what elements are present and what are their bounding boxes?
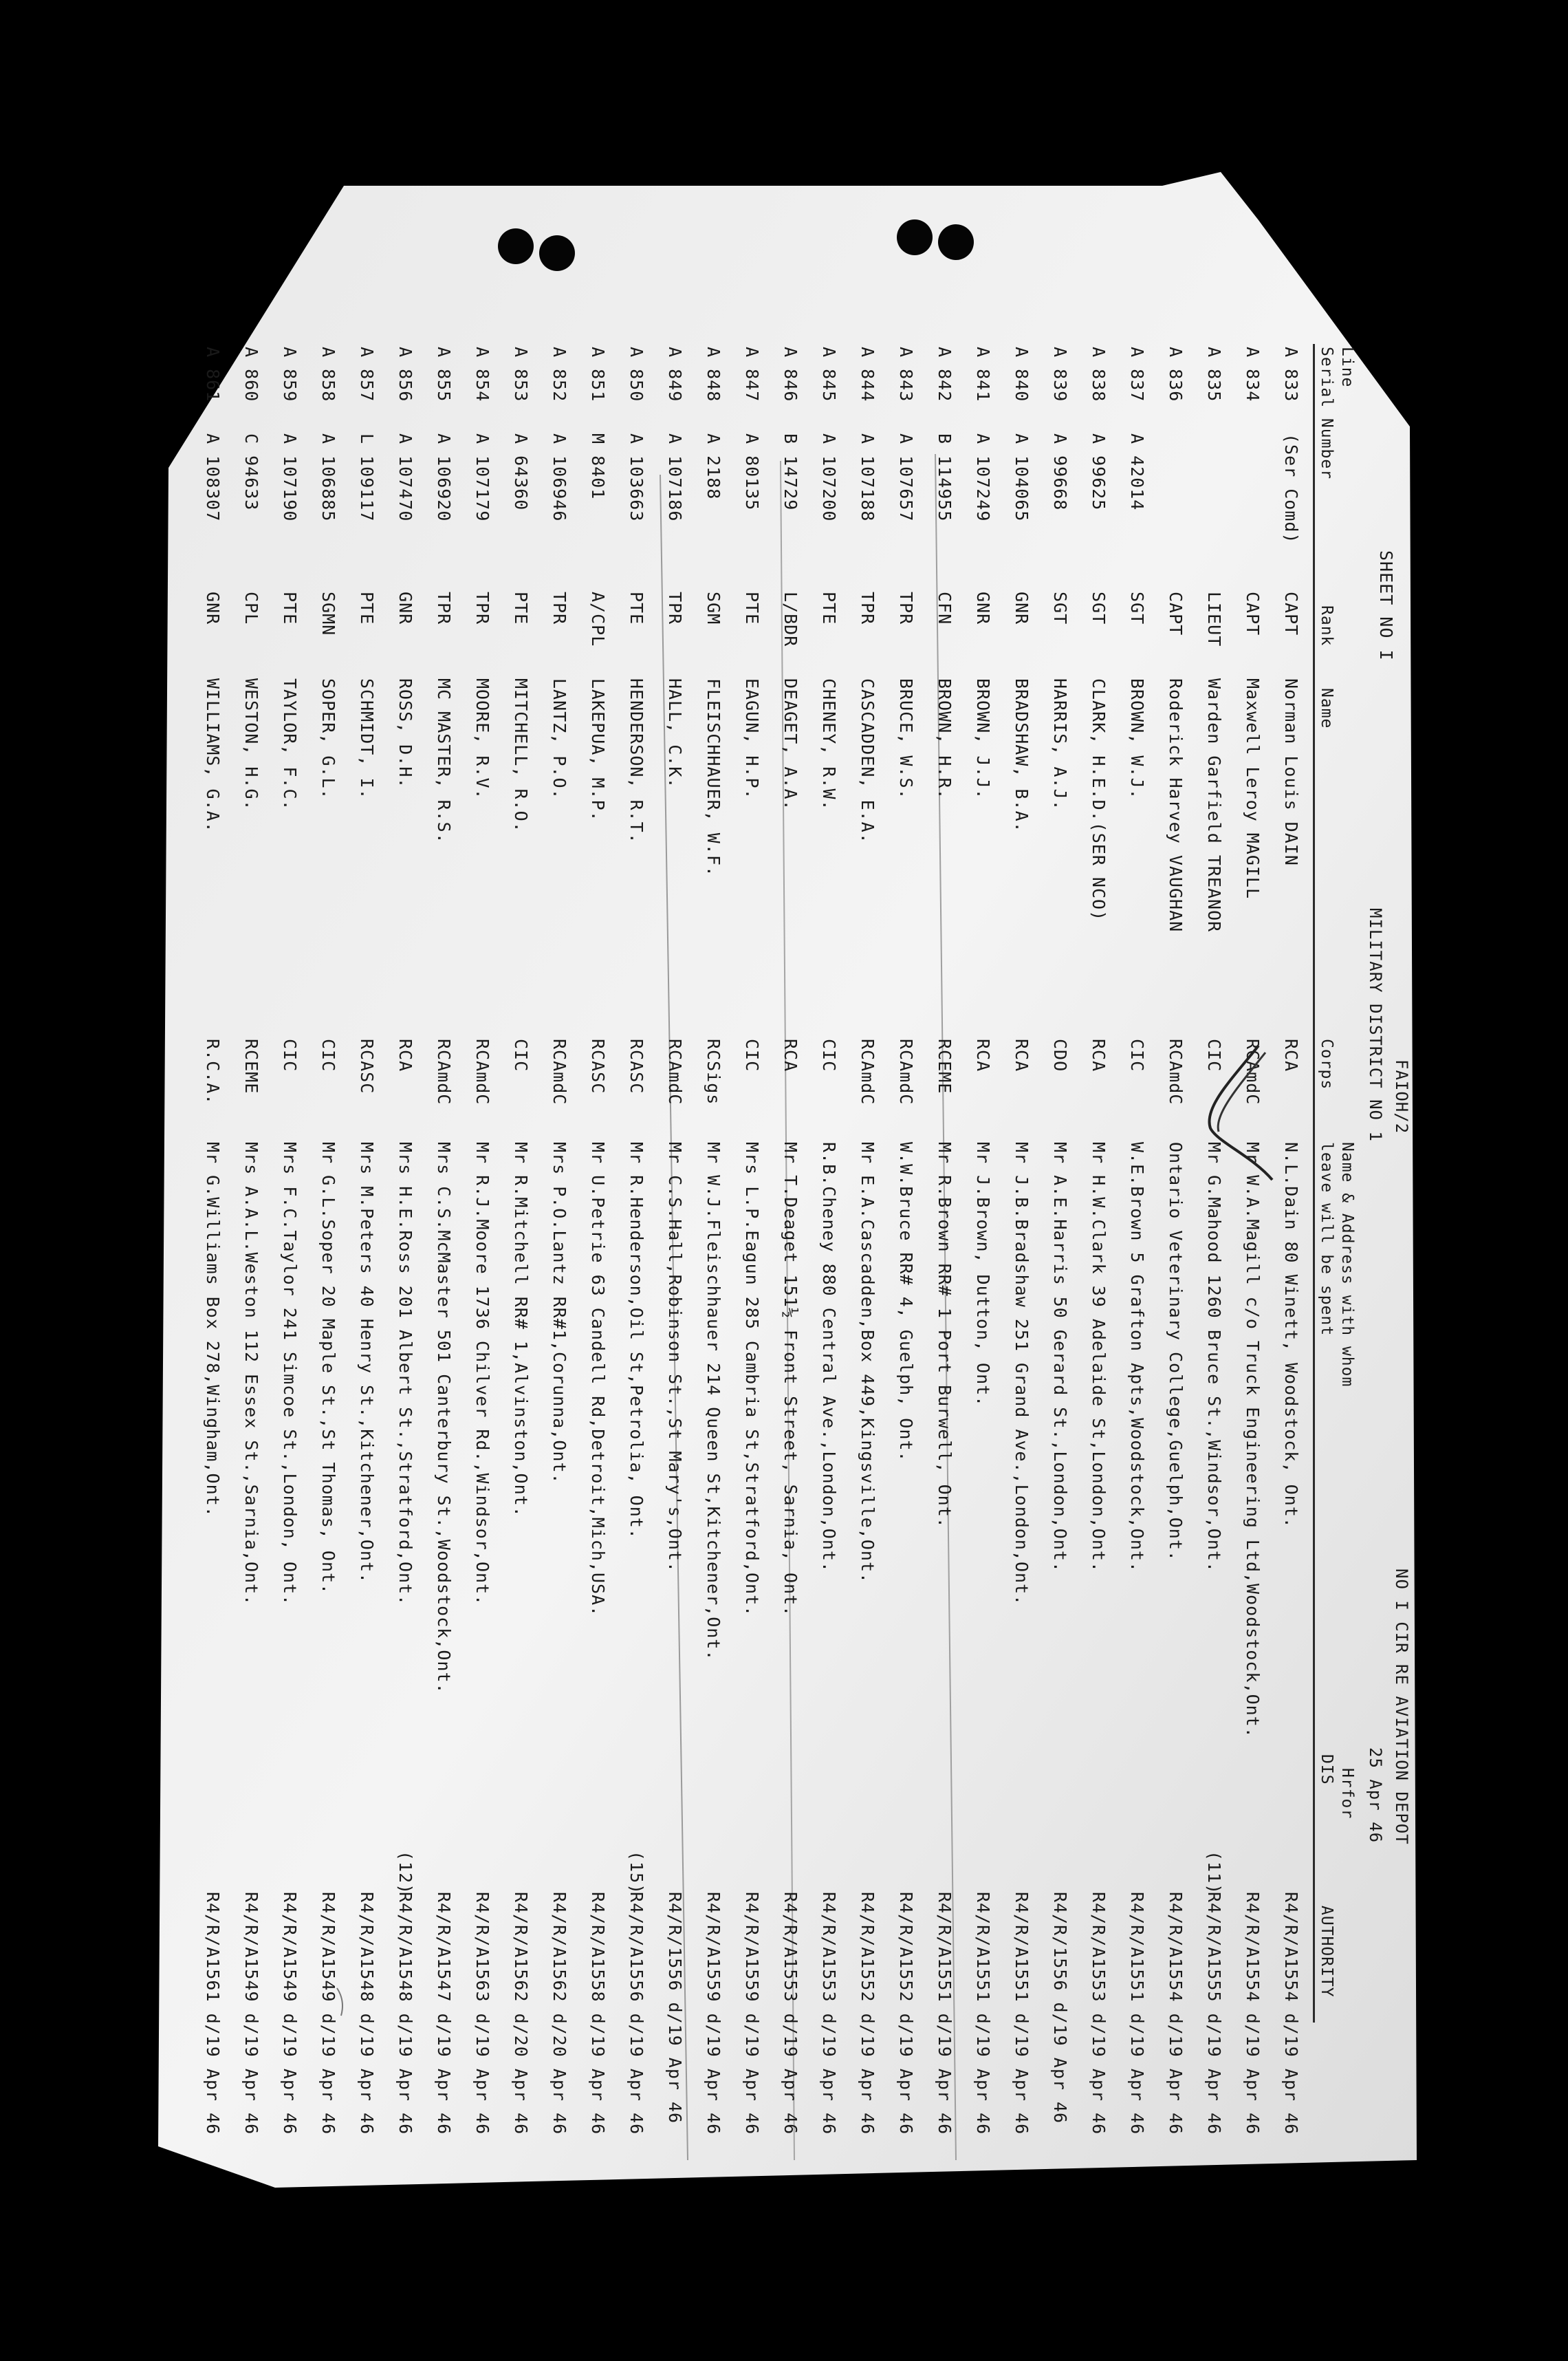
name-cell: MITCHELL, R.O. — [511, 678, 531, 833]
authority-cell: R4/R/A1551 d/19 Apr 46 — [1127, 1892, 1147, 2135]
punch-hole-3 — [897, 219, 933, 255]
col-header-rank: Rank — [1318, 605, 1336, 647]
rank-cell: LIEUT — [1204, 592, 1224, 647]
table-row — [845, 344, 883, 2135]
corps-cell: RCA — [781, 1039, 801, 1072]
rank-cell: PTE — [511, 592, 531, 625]
corps-cell: CIC — [819, 1039, 839, 1072]
serial-cell: A 106885 — [318, 433, 338, 522]
address-cell: Mr H.W.Clark 39 Adelaide St,London,Ont. — [1089, 1142, 1109, 1573]
corps-cell: CIC — [318, 1039, 338, 1072]
table-row — [267, 344, 305, 2135]
corps-cell: R.C.A. — [203, 1039, 223, 1106]
table-row — [1076, 344, 1114, 2135]
table-row — [883, 344, 922, 2135]
line-cell: A 848 — [704, 347, 723, 402]
table-row — [960, 344, 999, 2135]
name-cell: BROWN, J.J. — [973, 678, 993, 800]
line-cell: A 844 — [858, 347, 878, 402]
table-row — [1191, 344, 1230, 2135]
corps-cell: RCAmdC — [665, 1039, 685, 1106]
corps-cell: RCASC — [627, 1039, 646, 1095]
rank-cell: SGMN — [318, 592, 338, 636]
corps-cell: RCEME — [935, 1039, 955, 1095]
name-cell: HARRIS, A.J. — [1050, 678, 1070, 811]
address-cell: Mrs P.O.Lantz RR#1,Corunna,Ont. — [549, 1142, 569, 1485]
name-cell: FLEISCHHAUER, W.F. — [704, 678, 723, 877]
address-cell: Mr J.B.Bradshaw 251 Grand Ave.,London,Ont. — [1012, 1142, 1032, 1606]
serial-cell: A 107190 — [280, 433, 300, 522]
corps-cell: CDO — [1050, 1039, 1070, 1072]
address-cell: Mr W.A.Magill c/o Truck Engineering Ltd,Woodstock,Ont. — [1243, 1142, 1263, 1738]
name-cell: Norman Louis DAIN — [1281, 678, 1301, 866]
serial-cell: A 107179 — [472, 433, 492, 522]
col-header-corps: Corps — [1318, 1039, 1336, 1090]
authority-cell: R4/R/A1551 d/19 Apr 46 — [935, 1892, 955, 2135]
serial-cell: A 80135 — [742, 433, 762, 511]
col-header-address-2: leave will be spent — [1318, 1142, 1336, 1337]
serial-cell: B 14729 — [781, 433, 801, 511]
line-cell: A 859 — [280, 347, 300, 402]
serial-cell: M 8401 — [588, 433, 608, 500]
col-header-dis: DIS — [1318, 1754, 1336, 1785]
corps-cell: RCAmdC — [1166, 1039, 1186, 1106]
name-cell: SOPER, G.L. — [318, 678, 338, 800]
table-row — [575, 344, 613, 2135]
name-cell: BRUCE, W.S. — [896, 678, 916, 800]
line-cell: A 847 — [742, 347, 762, 402]
address-cell: W.W.Bruce RR# 4, Guelph, Ont. — [896, 1142, 916, 1463]
corps-cell: RCAmdC — [472, 1039, 492, 1106]
serial-cell: A 2188 — [704, 433, 723, 500]
name-cell: BRADSHAW, B.A. — [1012, 678, 1032, 833]
corps-cell: RCAmdC — [434, 1039, 454, 1106]
corps-cell: RCA — [395, 1039, 415, 1072]
name-cell: Roderick Harvey VAUGHAN — [1166, 678, 1186, 933]
serial-cell: A 106946 — [549, 433, 569, 522]
authority-cell: R4/R/A1562 d/20 Apr 46 — [549, 1892, 569, 2135]
address-cell: Mr R.J.Moore 1736 Chilver Rd.,Windsor,Ont. — [472, 1142, 492, 1606]
corps-cell: CIC — [1127, 1039, 1147, 1072]
address-cell: Mr R.Henderson,Oil St,Petrolia, Ont. — [627, 1142, 646, 1540]
punch-hole-1 — [498, 228, 534, 264]
address-cell: Mrs L.P.Eagun 285 Cambria St,Stratford,Ont. — [742, 1142, 762, 1617]
line-cell: A 838 — [1089, 347, 1109, 402]
address-cell: Mr C.S.Hall,Robinson St.,St Mary's,Ont. — [665, 1142, 685, 1573]
address-cell: Mr J.Brown, Dutton, Ont. — [973, 1142, 993, 1408]
name-cell: TAYLOR, F.C. — [280, 678, 300, 811]
name-cell: Warden Garfield TREANOR — [1204, 678, 1224, 933]
address-cell: Mrs F.C.Taylor 241 Simcoe St.,London, Ont. — [280, 1142, 300, 1606]
table-row — [421, 344, 459, 2135]
serial-cell: A 107657 — [896, 433, 916, 522]
serial-cell: L 109117 — [357, 433, 377, 522]
rank-cell: CAPT — [1243, 592, 1263, 636]
table-row — [536, 344, 575, 2135]
rank-cell: SGT — [1089, 592, 1109, 625]
table-row — [190, 344, 228, 2135]
name-cell: EAGUN, H.P. — [742, 678, 762, 800]
serial-cell: A 107186 — [665, 433, 685, 522]
authority-cell: R4/R/A1555 d/19 Apr 46 — [1204, 1892, 1224, 2135]
serial-cell: A 106920 — [434, 433, 454, 522]
note-cell: (15) — [627, 1851, 646, 1895]
name-cell: Maxwell Leroy MAGILL — [1243, 678, 1263, 900]
address-cell: N.L.Dain 80 Winett, Woodstock, Ont. — [1281, 1142, 1301, 1529]
line-cell: A 853 — [511, 347, 531, 402]
line-cell: A 849 — [665, 347, 685, 402]
line-cell: A 845 — [819, 347, 839, 402]
address-cell: Mr W.J.Fleischhauer 214 Queen St,Kitchener,Ont. — [704, 1142, 723, 1661]
rank-cell: TPR — [472, 592, 492, 625]
rank-cell: GNR — [395, 592, 415, 625]
address-cell: R.B.Cheney 880 Central Ave.,London,Ont. — [819, 1142, 839, 1573]
corps-cell: CIC — [742, 1039, 762, 1072]
authority-cell: R4/R/A1554 d/19 Apr 46 — [1243, 1892, 1263, 2135]
document-sheet — [158, 165, 1424, 2201]
serial-cell: (Ser Comd) — [1281, 433, 1301, 544]
line-cell: A 856 — [395, 347, 415, 402]
table-row — [498, 344, 536, 2135]
table-row — [305, 344, 344, 2135]
corps-cell: RCAmdC — [1243, 1039, 1263, 1106]
serial-cell: A 64360 — [511, 433, 531, 511]
rotated-document-content — [203, 344, 1424, 2135]
address-cell: Mr G.Mahood 1260 Bruce St.,Windsor,Ont. — [1204, 1142, 1224, 1573]
punch-hole-4 — [938, 224, 974, 260]
authority-cell: R4/R/A1553 d/19 Apr 46 — [781, 1892, 801, 2135]
table-row — [999, 344, 1037, 2135]
authority-cell: R4/R/A1558 d/19 Apr 46 — [588, 1892, 608, 2135]
line-cell: A 846 — [781, 347, 801, 402]
authority-cell: R4/R/A1548 d/19 Apr 46 — [395, 1892, 415, 2135]
table-row — [382, 344, 421, 2135]
line-cell: A 850 — [627, 347, 646, 402]
corps-cell: RCAmdC — [858, 1039, 878, 1106]
address-cell: Ontario Veterinary College,Guelph,Ont. — [1166, 1142, 1186, 1562]
address-cell: Mr R.Brown RR# 1 Port Burwell, Ont. — [935, 1142, 955, 1529]
address-cell: Mr A.E.Harris 50 Gerard St.,London,Ont. — [1050, 1142, 1070, 1573]
authority-cell: R4/R/A1559 d/19 Apr 46 — [742, 1892, 762, 2135]
rank-cell: TPR — [434, 592, 454, 625]
rank-cell: CAPT — [1166, 592, 1186, 636]
authority-cell: R4/R/A1553 d/19 Apr 46 — [819, 1892, 839, 2135]
serial-cell: A 99625 — [1089, 433, 1109, 511]
rank-cell: PTE — [280, 592, 300, 625]
corps-cell: RCAmdC — [896, 1039, 916, 1106]
name-cell: BROWN, H.R. — [935, 678, 955, 800]
address-cell: Mr R.Mitchell RR# 1,Alvinston,Ont. — [511, 1142, 531, 1518]
authority-cell: R4/R/A1547 d/19 Apr 46 — [434, 1892, 454, 2135]
authority-cell: R4/R/A1563 d/19 Apr 46 — [472, 1892, 492, 2135]
rank-cell: GNR — [973, 592, 993, 625]
rank-cell: L/BDR — [781, 592, 801, 647]
rank-cell: GNR — [1012, 592, 1032, 625]
serial-cell: A 108307 — [203, 433, 223, 522]
table-row — [459, 344, 498, 2135]
address-cell: Mrs M.Peters 40 Henry St.,Kitchener,Ont. — [357, 1142, 377, 1584]
line-cell: A 843 — [896, 347, 916, 402]
rank-cell: TPR — [858, 592, 878, 625]
col-header-serial: Serial Number — [1318, 347, 1336, 480]
authority-cell: R4/R/A1553 d/19 Apr 46 — [1089, 1892, 1109, 2135]
table-row — [1153, 344, 1191, 2135]
serial-cell: A 104065 — [1012, 433, 1032, 522]
corps-cell: RCA — [1089, 1039, 1109, 1072]
line-cell: A 861 — [203, 347, 223, 402]
address-cell: Mr G.Williams Box 278,Wingham,Ont. — [203, 1142, 223, 1518]
name-cell: CHENEY, R.W. — [819, 678, 839, 811]
serial-cell: B 114955 — [935, 433, 955, 522]
name-cell: WESTON, H.G. — [241, 678, 261, 811]
rank-cell: CAPT — [1281, 592, 1301, 636]
line-cell: A 858 — [318, 347, 338, 402]
punch-hole-2 — [539, 235, 575, 271]
district-title: MILITARY DISTRICT NO 1 — [1366, 908, 1385, 1142]
line-cell: A 854 — [472, 347, 492, 402]
authority-cell: R4/R/A1554 d/19 Apr 46 — [1281, 1892, 1301, 2135]
rank-cell: PTE — [357, 592, 377, 625]
address-cell: Mr G.L.Soper 20 Maple St.,St Thomas, Ont. — [318, 1142, 338, 1595]
corps-cell: RCASC — [357, 1039, 377, 1095]
corps-cell: RCAmdC — [549, 1039, 569, 1106]
table-row — [767, 344, 806, 2135]
name-cell: MC MASTER, R.S. — [434, 678, 454, 844]
corps-cell: RCASC — [588, 1039, 608, 1095]
authority-cell: R4/R/A1549 d/19 Apr 46 — [318, 1892, 338, 2135]
authority-cell: R4/R/A1549 d/19 Apr 46 — [280, 1892, 300, 2135]
rank-cell: TPR — [549, 592, 569, 625]
line-cell: A 840 — [1012, 347, 1032, 402]
authority-cell: R4/R/A1554 d/19 Apr 46 — [1166, 1892, 1186, 2135]
line-cell: A 841 — [973, 347, 993, 402]
rank-cell: GNR — [203, 592, 223, 625]
authority-cell: R4/R/A1561 d/19 Apr 46 — [203, 1892, 223, 2135]
name-cell: LANTZ, P.O. — [549, 678, 569, 800]
line-cell: A 833 — [1281, 347, 1301, 402]
line-cell: A 860 — [241, 347, 261, 402]
table-row — [1230, 344, 1268, 2135]
address-cell: Mrs H.E.Ross 201 Albert St.,Stratford,Ont. — [395, 1142, 415, 1606]
authority-cell: R4/R/1556 d/19 Apr 46 — [1050, 1892, 1070, 2124]
authority-cell: R4/R/A1551 d/19 Apr 46 — [1012, 1892, 1032, 2135]
note-cell: (12) — [395, 1851, 415, 1895]
authority-cell: R4/R/A1562 d/20 Apr 46 — [511, 1892, 531, 2135]
rank-cell: SGM — [704, 592, 723, 625]
table-row — [1037, 344, 1076, 2124]
table-row — [1268, 344, 1307, 2135]
serial-cell: A 42014 — [1127, 433, 1147, 511]
line-cell: A 857 — [357, 347, 377, 402]
name-cell: BROWN, W.J. — [1127, 678, 1147, 800]
address-cell: Mr E.A.Cascadden,Box 449,Kingsville,Ont. — [858, 1142, 878, 1584]
authority-cell: R4/R/A1556 d/19 Apr 46 — [627, 1892, 646, 2135]
table-row — [613, 344, 652, 2135]
line-cell: A 834 — [1243, 347, 1263, 402]
header-rule — [1313, 344, 1315, 2023]
rank-cell: PTE — [819, 592, 839, 625]
authority-cell: R4/R/1556 d/19 Apr 46 — [665, 1892, 685, 2124]
line-cell: A 835 — [1204, 347, 1224, 402]
table-row — [652, 344, 690, 2124]
authority-cell: R4/R/A1551 d/19 Apr 46 — [973, 1892, 993, 2135]
name-cell: CASCADDEN, E.A. — [858, 678, 878, 844]
document-date: 25 Apr 46 — [1366, 1747, 1385, 1844]
corps-cell: RCSigs — [704, 1039, 723, 1106]
line-cell: A 839 — [1050, 347, 1070, 402]
corps-cell: CIC — [1204, 1039, 1224, 1072]
corps-cell: RCA — [1012, 1039, 1032, 1072]
authority-cell: R4/R/A1548 d/19 Apr 46 — [357, 1892, 377, 2135]
serial-cell: C 94633 — [241, 433, 261, 511]
serial-cell: A 103663 — [627, 433, 646, 522]
col-header-address-1: Name & Address with whom — [1338, 1142, 1356, 1388]
name-cell: HALL, C.K. — [665, 678, 685, 789]
serial-cell: A 99668 — [1050, 433, 1070, 511]
address-cell: Mrs A.A.L.Weston 112 Essex St.,Sarnia,Ont. — [241, 1142, 261, 1606]
line-cell: A 851 — [588, 347, 608, 402]
corps-cell: RCA — [1281, 1039, 1301, 1072]
rank-cell: CPL — [241, 592, 261, 625]
authority-cell: R4/R/A1549 d/19 Apr 46 — [241, 1892, 261, 2135]
rank-cell: TPR — [896, 592, 916, 625]
serial-cell: A 107188 — [858, 433, 878, 522]
table-row — [922, 344, 960, 2135]
table-row — [806, 344, 845, 2135]
name-cell: HENDERSON, R.T. — [627, 678, 646, 844]
address-cell: W.E.Brown 5 Grafton Apts,Woodstock,Ont. — [1127, 1142, 1147, 1573]
serial-cell: A 107470 — [395, 433, 415, 522]
name-cell: SCHMIDT, I. — [357, 678, 377, 800]
rank-cell: SGT — [1050, 592, 1070, 625]
col-header-hrfor: Hrfor — [1338, 1768, 1356, 1820]
name-cell: MOORE, R.V. — [472, 678, 492, 800]
table-row — [1114, 344, 1153, 2135]
table-row — [344, 344, 382, 2135]
address-cell: Mr T.Deaget 151½ Front Street, Sarnia, Ont. — [781, 1142, 801, 1617]
line-cell: A 842 — [935, 347, 955, 402]
table-row — [690, 344, 729, 2135]
corps-cell: CIC — [511, 1039, 531, 1072]
rank-cell: A/CPL — [588, 592, 608, 647]
corps-cell: RCEME — [241, 1039, 261, 1095]
form-number: FAIOH/2 — [1392, 1059, 1411, 1134]
personnel-table — [190, 344, 1307, 2135]
name-cell: WILLIAMS, G.A. — [203, 678, 223, 833]
rank-cell: SGT — [1127, 592, 1147, 625]
rank-cell: PTE — [742, 592, 762, 625]
table-row — [729, 344, 767, 2135]
name-cell: ROSS, D.H. — [395, 678, 415, 789]
address-cell: Mr U.Petrie 63 Candell Rd,Detroit,Mich,USA. — [588, 1142, 608, 1617]
authority-cell: R4/R/A1552 d/19 Apr 46 — [858, 1892, 878, 2135]
col-header-authority: AUTHORITY — [1318, 1906, 1336, 1998]
serial-cell: A 107249 — [973, 433, 993, 522]
address-cell: Mrs C.S.McMaster 501 Canterbury St.,Woodstock,Ont. — [434, 1142, 454, 1694]
rank-cell: PTE — [627, 592, 646, 625]
unit-name: NO I CIR RE AVIATION DEPOT — [1392, 1568, 1411, 1845]
col-header-line: Line — [1338, 347, 1356, 388]
line-cell: A 836 — [1166, 347, 1186, 402]
rank-cell: TPR — [665, 592, 685, 625]
note-cell: (11) — [1204, 1851, 1224, 1895]
rank-cell: CFN — [935, 592, 955, 625]
authority-cell: R4/R/A1559 d/19 Apr 46 — [704, 1892, 723, 2135]
serial-cell: A 107200 — [819, 433, 839, 522]
line-cell: A 852 — [549, 347, 569, 402]
line-cell: A 837 — [1127, 347, 1147, 402]
line-cell: A 855 — [434, 347, 454, 402]
corps-cell: RCA — [973, 1039, 993, 1072]
name-cell: LAKEPUA, M.P. — [588, 678, 608, 822]
col-header-name: Name — [1318, 688, 1336, 729]
table-row — [228, 344, 267, 2135]
corps-cell: CIC — [280, 1039, 300, 1072]
name-cell: DEAGET, A.A. — [781, 678, 801, 811]
authority-cell: R4/R/A1552 d/19 Apr 46 — [896, 1892, 916, 2135]
name-cell: CLARK, H.E.D.(SER NCO) — [1089, 678, 1109, 922]
sheet-number: SHEET NO I — [1376, 550, 1396, 661]
